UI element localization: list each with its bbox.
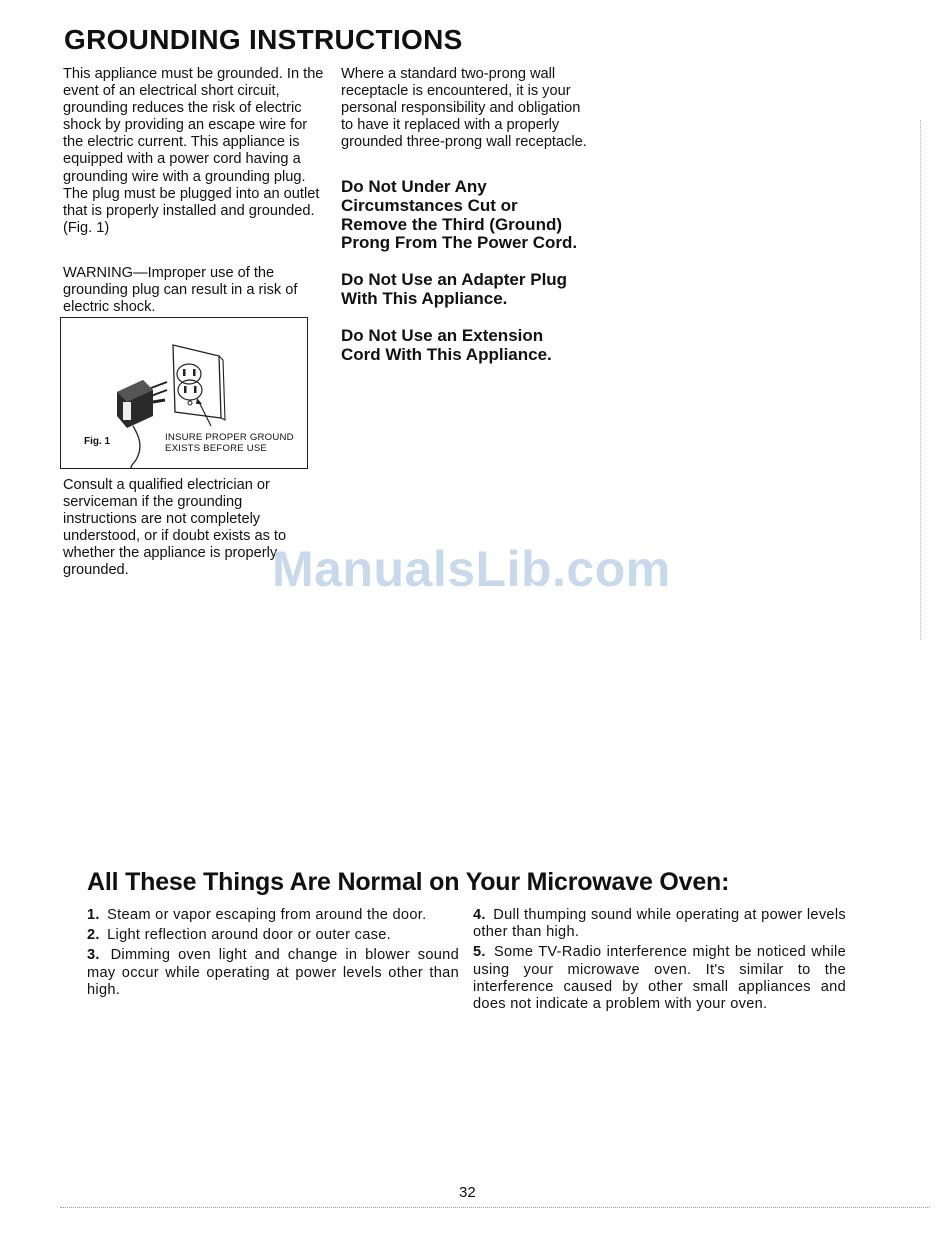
list-item-number: 4. [473,907,486,923]
figure-caption [165,432,294,454]
list-item-number: 3. [87,947,100,964]
warning-extension-cord: Do Not Use an Extension Cord With This Appliance. [341,326,552,364]
list-item-text: Dull thumping sound while operating at power levels other than high. [473,907,846,941]
list-item [87,947,459,999]
list-item [473,907,846,941]
list-item-number: 2. [87,927,100,944]
normal-section-title: All These Things Are Normal on Your Microwave Oven: [87,868,730,896]
list-item [87,907,459,924]
consult-paragraph: Consult a qualified electrician or serviceman if the grounding instructions are not completely understood, or if doubt exists as to whether the appliance is properly grounded. [63,477,287,579]
warning-ground-prong: Do Not Under Any Circumstances Cut or Remove the Third (Ground) Prong From The Power Cord. [341,177,578,253]
list-item-text: Steam or vapor escaping from around the door. [107,907,427,923]
two-prong-paragraph: Where a standard two-prong wall receptacle is encountered, it is your personal responsibility and obligation to have it replaced with a properly grounded three-prong wall receptacle. [341,66,587,151]
list-item [473,944,846,1013]
warning-adapter-plug: Do Not Use an Adapter Plug With This Appliance. [341,270,568,308]
footer-rule [60,1207,930,1208]
list-item [87,927,459,944]
figure-caption-line-1: INSURE PROPER GROUND [165,432,294,443]
list-item-number: 1. [87,907,100,923]
normal-list-left [87,907,459,1002]
figure-1 [60,317,308,469]
figure-label: Fig. 1 [84,436,111,447]
list-item-text: Dimming oven light and change in blower sound may occur while operating at power levels other than high. [87,947,459,998]
list-item-text: Some TV-Radio interference might be noticed while using your microwave oven. It's similar to the interference caused by other small appliances and does not indicate a problem with your oven. [473,944,846,1013]
grounding-paragraph-1: This appliance must be grounded. In the event of an electrical short circuit, grounding reduces the risk of electric shock by providing an escape wire for the electric current. This appliance is equipped with a power cord having a grounding wire with a grounding plug. The plug must be plugged into an outlet that is properly installed and grounded. (Fig. 1) [63,66,324,236]
page-title: GROUNDING INSTRUCTIONS [64,24,463,55]
margin-rule [920,120,921,640]
normal-list-right [473,907,846,1016]
list-item-text: Light reflection around door or outer case. [107,927,392,944]
watermark: ManualsLib.com [272,541,671,597]
page-number: 32 [459,1184,476,1201]
warning-paragraph: WARNING—Improper use of the grounding plug can result in a risk of electric shock. [63,265,298,316]
figure-caption-line-2: EXISTS BEFORE USE [165,443,268,454]
list-item-number: 5. [473,944,486,961]
